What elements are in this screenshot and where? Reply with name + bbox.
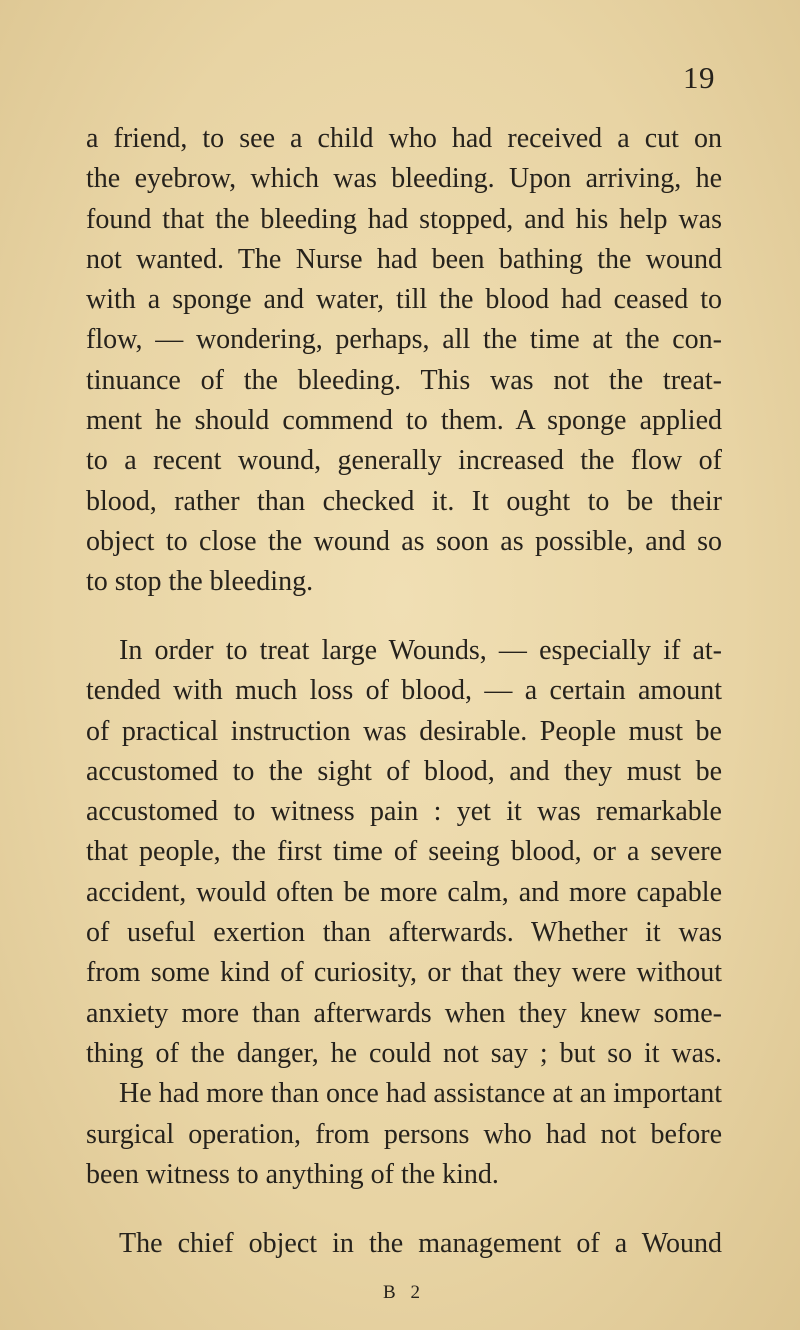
text-line: accustomed to witness pain : yet it was remarkable [86,796,722,828]
text-line: accident, would often be more calm, and more capable [86,876,722,908]
text-line: of useful exertion than afterwards. Whether it was [86,917,722,949]
paragraph-3 [86,1224,722,1264]
text-line: accustomed to the sight of blood, and they must be [86,755,722,787]
text-line: to stop the bleeding. [86,566,314,598]
text-line: tended with much loss of blood, — a certain amount [86,675,722,707]
text-line: the eyebrow, which was bleeding. Upon arriving, he [86,163,722,195]
text-line: In order to treat large Wounds, — especially if at- [119,634,722,666]
text-line: from some kind of curiosity, or that they were without [86,957,722,989]
text-line: tinuance of the bleeding. This was not the treat- [86,364,722,396]
text-line: found that the bleeding had stopped, and his help was [86,203,722,235]
text-line: with a sponge and water, till the blood had ceased to [86,284,722,316]
page-number: 19 [683,60,715,95]
text-line: thing of the danger, he could not say ; but so it was. [86,1037,722,1069]
signature-mark: B 2 [383,1282,425,1303]
text-line: He had more than once had assistance at an important [119,1078,722,1110]
text-line: been witness to anything of the kind. [86,1158,499,1190]
text-line: blood, rather than checked it. It ought to be their [86,485,722,517]
text-line: ment he should commend to them. A sponge applied [86,405,722,437]
text-line: surgical operation, from persons who had not before [86,1118,722,1150]
text-line: flow, — wondering, perhaps, all the time at the con- [86,324,722,356]
text-line: object to close the wound as soon as possible, and so [86,525,722,557]
text-line: of practical instruction was desirable. People must be [86,715,722,747]
text-line: anxiety more than afterwards when they knew some- [86,997,722,1029]
text-line: that people, the first time of seeing blood, or a severe [86,836,722,868]
text-line: not wanted. The Nurse had been bathing the wound [86,243,722,275]
text-line: The chief object in the management of a Wound [119,1227,722,1259]
paragraph-2 [86,631,722,1195]
body-text [86,119,722,1264]
text-line: to a recent wound, generally increased the flow of [86,445,722,477]
paragraph-1 [86,119,722,603]
text-line: a friend, to see a child who had received a cut on [86,123,722,154]
